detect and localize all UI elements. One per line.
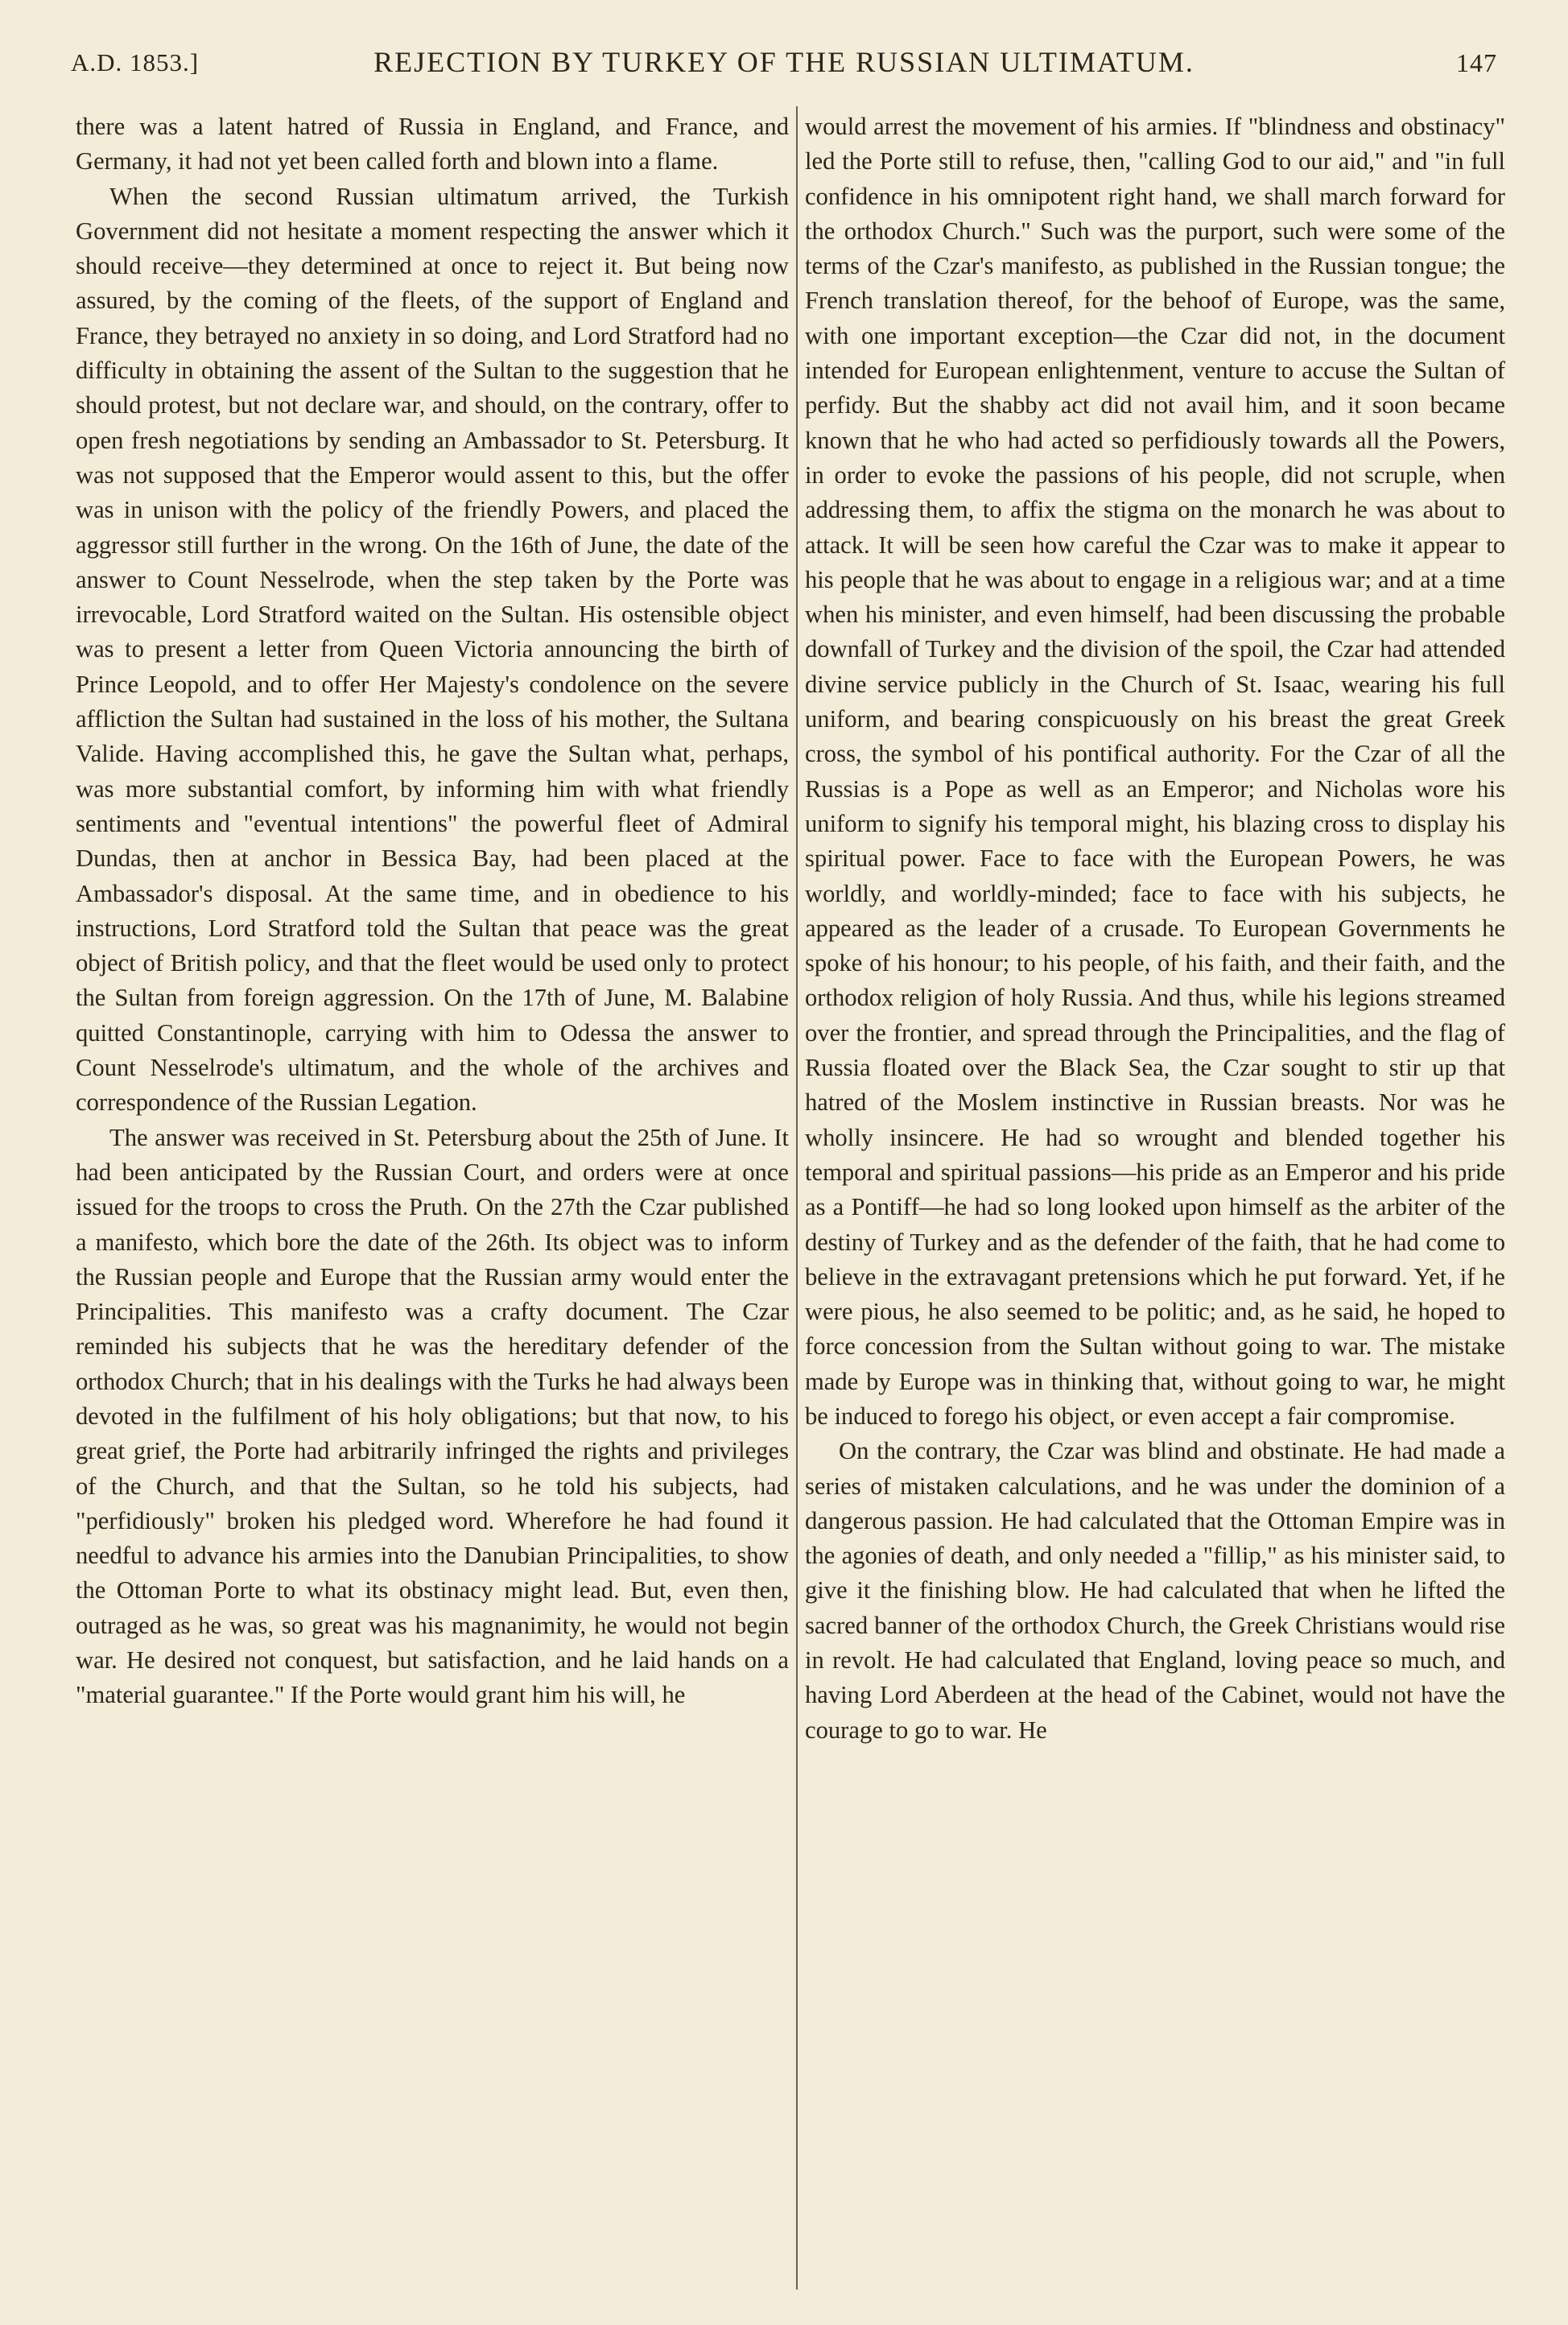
header-date: A.D. 1853.] [71, 48, 200, 76]
page-number: 147 [1456, 48, 1497, 77]
right-paragraph-1: would arrest the movement of his armies. If "blindness and obstinacy" led the Porte still to refuse, then, "calling God to our aid," and "in full confidence in his omnipotent right hand, we shall march forward for the orthodox Church." Such was the purport, such were some of the terms of the Czar's manifesto, as published in the Russian tongue; the French translation thereof, for the behoof of Europe, was the same, with one important exception—the Czar did not, in the document intended for European enlightenment, venture to accuse the Sultan of perfidy. But the shabby act did not avail him, and it soon became known that he who had acted so perfidiously towards all the Powers, in order to evoke the passions of his people, did not scruple, when addressing them, to affix the stigma on the monarch he was about to attack. It will be seen how careful the Czar was to make it appear to his people that he was about to engage in a religious war; and at a time when his minister, and even himself, had been discussing the probable downfall of Turkey and the division of the spoil, the Czar had attended divine service publicly in the Church of St. Isaac, wearing his full uniform, and bearing conspicuously on his breast the great Greek cross, the symbol of his pontifical authority. For the Czar of all the Russias is a Pope as well as an Emperor; and Nicholas wore his uniform to signify his temporal might, his blazing cross to display his spiritual power. Face to face with the European Powers, he was worldly, and worldly-minded; face to face with his subjects, he appeared as the leader of a crusade. To European Governments he spoke of his honour; to his people, of his faith, and their faith, and the orthodox religion of holy Russia. And thus, while his legions streamed over the frontier, and spread through the Principalities, and the flag of Russia floated over the Black Sea, the Czar sought to stir up that hatred of the Moslem instinctive in Russian breasts. Nor was he wholly insincere. He had so wrought and blended together his temporal and spiritual passions—his pride as an Emperor and his pride as a Pontiff—he had so long looked upon himself as the arbiter of the destiny of Turkey and as the defender of the faith, that he had come to believe in the extravagant pretensions which he put forward. Yet, if he were pious, he also seemed to be politic; and, as he said, he hoped to force concession from the Sultan without going to war. The mistake made by Europe was in thinking that, without going to war, he might be induced to forego his object, or even accept a fair compromise. [805, 113, 1505, 1430]
right-paragraph-2: On the contrary, the Czar was blind and obstinate. He had made a series of mistaken calculations, and he was under the dominion of a dangerous passion. He had calculated that the Ottoman Empire was in the agonies of death, and only needed a "fillip," as his minister said, to give it the finishing blow. He had calculated that when he lifted the sacred banner of the orthodox Church, the Greek Christians would rise in revolt. He had calculated that England, loving peace so much, and having Lord Aberdeen at the head of the Cabinet, would not have the courage to go to war. He [805, 1437, 1505, 1744]
running-header [71, 42, 1497, 90]
column-divider [796, 106, 798, 2290]
left-paragraph-2: When the second Russian ultimatum arrived, the Turkish Government did not hesitate a moment respecting the answer which it should receive—they determined at once to reject it. But being now assured, by the coming of the fleets, of the support of England and France, they betrayed no anxiety in so doing, and Lord Stratford had no difficulty in obtaining the assent of the Sultan to the suggestion that he should protest, but not declare war, and should, on the contrary, offer to open fresh negotiations by sending an Ambassador to St. Petersburg. It was not supposed that the Emperor would assent to this, but the offer was in unison with the policy of the friendly Powers, and placed the aggressor still further in the wrong. On the 16th of June, the date of the answer to Count Nesselrode, when the step taken by the Porte was irrevocable, Lord Stratford waited on the Sultan. His ostensible object was to present a letter from Queen Victoria announcing the birth of Prince Leopold, and to offer Her Majesty's condolence on the severe affliction the Sultan had sustained in the loss of his mother, the Sultana Valide. Having accomplished this, he gave the Sultan what, perhaps, was more substantial comfort, by informing him with what friendly sentiments and "eventual intentions" the powerful fleet of Admiral Dundas, then at anchor in Bessica Bay, had been placed at the Ambassador's disposal. At the same time, and in obedience to his instructions, Lord Stratford told the Sultan that peace was the great object of British policy, and that the fleet would be used only to protect the Sultan from foreign aggression. On the 17th of June, M. Balabine quitted Constantinople, carrying with him to Odessa the answer to Count Nesselrode's ultimatum, and the whole of the archives and correspondence of the Russian Legation. [76, 182, 789, 1117]
left-paragraph-1: there was a latent hatred of Russia in England, and France, and Germany, it had not yet been called forth and blown into a flame. [76, 113, 789, 176]
header-title: REJECTION BY TURKEY OF THE RUSSIAN ULTIMATUM. [373, 46, 1195, 78]
right-column [805, 109, 1505, 1748]
left-column [76, 109, 789, 1713]
left-paragraph-3: The answer was received in St. Petersburg about the 25th of June. It had been anticipated by the Russian Court, and orders were at once issued for the troops to cross the Pruth. On the 27th the Czar published a manifesto, which bore the date of the 26th. Its object was to inform the Russian people and Europe that the Russian army would enter the Principalities. This manifesto was a crafty document. The Czar reminded his subjects that he was the hereditary defender of the orthodox Church; that in his dealings with the Turks he had always been devoted in the fulfilment of his holy obligations; but that now, to his great grief, the Porte had arbitrarily infringed the rights and privileges of the Church, and that the Sultan, so he told his subjects, had "perfidiously" broken his pledged word. Wherefore he had found it needful to advance his armies into the Danubian Principalities, to show the Ottoman Porte to what its obstinacy might lead. But, even then, outraged as he was, so great was his magnanimity, he would not begin war. He desired not conquest, but satisfaction, and he laid hands on a "material guarantee." If the Porte would grant him his will, he [76, 1123, 789, 1709]
